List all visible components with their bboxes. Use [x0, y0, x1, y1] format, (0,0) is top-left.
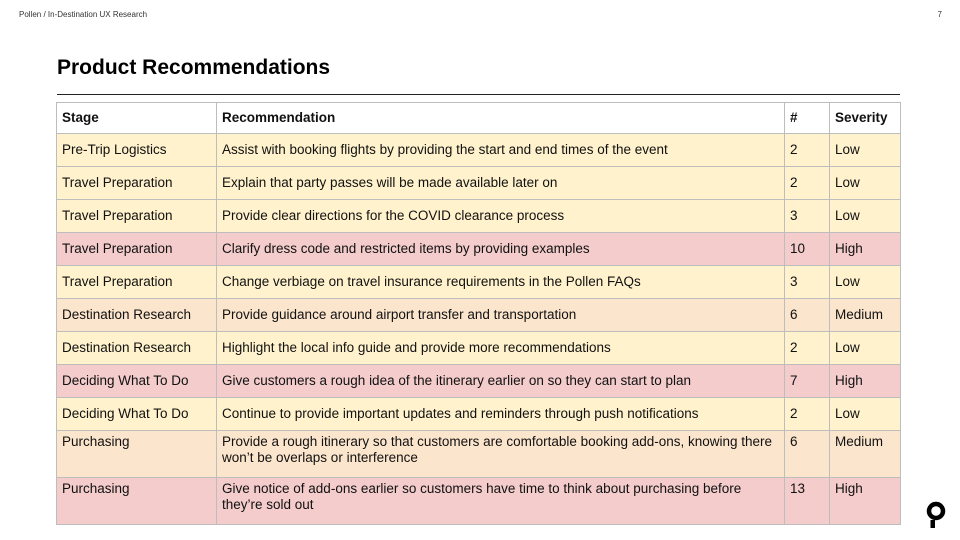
cell-count: 2 [785, 398, 830, 431]
table-row [57, 134, 901, 167]
cell-recommendation: Assist with booking flights by providing the start and end times of the event [217, 134, 785, 167]
table-row [57, 398, 901, 431]
cell-severity: Low [830, 266, 901, 299]
cell-recommendation: Provide clear directions for the COVID clearance process [217, 200, 785, 233]
cell-recommendation: Highlight the local info guide and provide more recommendations [217, 332, 785, 365]
cell-severity: Low [830, 332, 901, 365]
cell-stage: Purchasing [57, 478, 217, 525]
cell-recommendation: Explain that party passes will be made available later on [217, 167, 785, 200]
table-row [57, 299, 901, 332]
cell-severity: High [830, 365, 901, 398]
cell-stage: Pre-Trip Logistics [57, 134, 217, 167]
breadcrumb: Pollen / In-Destination UX Research [19, 10, 148, 19]
table-row [57, 365, 901, 398]
cell-stage: Travel Preparation [57, 233, 217, 266]
cell-stage: Deciding What To Do [57, 365, 217, 398]
title-divider [57, 94, 900, 95]
table-row [57, 167, 901, 200]
cell-count: 7 [785, 365, 830, 398]
cell-stage: Travel Preparation [57, 266, 217, 299]
pollen-logo-icon [925, 501, 947, 529]
cell-severity: Low [830, 167, 901, 200]
cell-recommendation: Give notice of add-ons earlier so customers have time to think about purchasing before they’re sold out [217, 478, 785, 525]
cell-recommendation: Change verbiage on travel insurance requirements in the Pollen FAQs [217, 266, 785, 299]
cell-stage: Travel Preparation [57, 200, 217, 233]
cell-severity: Low [830, 200, 901, 233]
cell-count: 2 [785, 134, 830, 167]
table-row [57, 431, 901, 478]
cell-recommendation: Give customers a rough idea of the itinerary earlier on so they can start to plan [217, 365, 785, 398]
table-row [57, 332, 901, 365]
cell-count: 6 [785, 299, 830, 332]
cell-recommendation: Continue to provide important updates and reminders through push notifications [217, 398, 785, 431]
page-title: Product Recommendations [57, 56, 331, 79]
cell-count: 3 [785, 200, 830, 233]
cell-severity: Low [830, 398, 901, 431]
cell-stage: Purchasing [57, 431, 217, 478]
cell-recommendation: Provide guidance around airport transfer and transportation [217, 299, 785, 332]
cell-count: 10 [785, 233, 830, 266]
table-row [57, 266, 901, 299]
cell-stage: Destination Research [57, 299, 217, 332]
column-header-severity: Severity [830, 103, 901, 134]
cell-stage: Travel Preparation [57, 167, 217, 200]
column-header-recommendation: Recommendation [217, 103, 785, 134]
cell-severity: Medium [830, 431, 901, 478]
column-header-stage: Stage [57, 103, 217, 134]
cell-count: 6 [785, 431, 830, 478]
column-header-count: # [785, 103, 830, 134]
cell-count: 3 [785, 266, 830, 299]
cell-recommendation: Provide a rough itinerary so that customers are comfortable booking add-ons, knowing there won’t be overlaps or interference [217, 431, 785, 478]
table-row [57, 233, 901, 266]
table-row [57, 478, 901, 525]
table-header-row [57, 103, 901, 134]
cell-stage: Destination Research [57, 332, 217, 365]
recommendations-table [56, 102, 901, 525]
page-number: 7 [937, 10, 942, 19]
cell-count: 13 [785, 478, 830, 525]
cell-severity: High [830, 233, 901, 266]
table-row [57, 200, 901, 233]
cell-count: 2 [785, 332, 830, 365]
cell-count: 2 [785, 167, 830, 200]
cell-severity: Medium [830, 299, 901, 332]
cell-severity: Low [830, 134, 901, 167]
cell-recommendation: Clarify dress code and restricted items by providing examples [217, 233, 785, 266]
cell-severity: High [830, 478, 901, 525]
cell-stage: Deciding What To Do [57, 398, 217, 431]
